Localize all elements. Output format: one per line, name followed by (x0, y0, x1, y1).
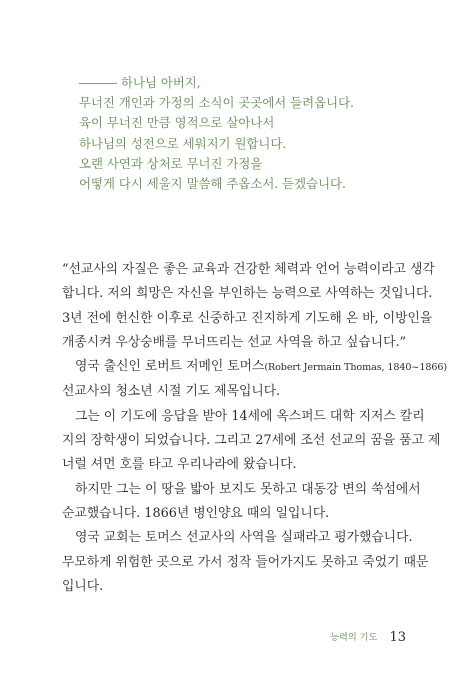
name-blank-underline (79, 83, 117, 84)
quote-line: 개종시켜 우상숭배를 무너뜨리는 선교 사역을 하고 싶습니다.” (62, 334, 407, 350)
prayer-line: 육이 무너진 만큼 영적으로 살아나서 (79, 115, 275, 131)
paragraph-line: 영국 출신인 로버트 저메인 토머스(Robert Jermain Thomas, 1840~1866) (75, 359, 448, 375)
quote-line: “선교사의 자질은 좋은 교육과 건강한 체력과 언어 능력이라고 생각 (62, 262, 435, 277)
body-text (62, 258, 448, 599)
paragraph-line: 지의 장학생이 되었습니다. 그리고 27세에 조선 선교의 꿈을 품고 제 (62, 433, 441, 449)
paragraph-line: 너럴 셔먼 호를 타고 우리나라에 왔습니다. (62, 457, 297, 473)
prayer-block (79, 73, 354, 194)
quote-line: 3년 전에 헌신한 이후로 신중하고 진지하게 기도해 온 바, 이방인을 (62, 310, 433, 326)
prayer-line: 하나님 아버지, (79, 73, 354, 93)
name-annotation: (Robert Jermain Thomas, 1840~1866) (264, 362, 448, 374)
page-number: 13 (389, 630, 406, 645)
paragraph-line: 영국 교회는 토머스 선교사의 사역을 실패라고 평가했습니다. (75, 530, 413, 546)
paragraph-line: 순교했습니다. 1866년 병인양요 때의 일입니다. (62, 505, 330, 521)
paragraph-line: 하지만 그는 이 땅을 밟아 보지도 못하고 대동강 변의 쑥섬에서 (75, 481, 421, 497)
prayer-line: 어떻게 다시 세울지 말씀해 주옵소서. 듣겠습니다. (79, 176, 346, 192)
running-title: 능력의 기도 (330, 632, 378, 643)
prayer-line: 하나님의 성전으로 세워지기 원합니다. (79, 135, 287, 151)
paragraph-line: 선교사의 청소년 시절 기도 제목입니다. (62, 384, 281, 400)
paragraph-line: 무모하게 위험한 곳으로 가서 정작 들어가지도 못하고 죽었기 때문 (62, 554, 429, 570)
prayer-line: 오랜 사연과 상처로 무너진 가정을 (79, 155, 263, 171)
paragraph-line: 그는 이 기도에 응답을 받아 14세에 옥스퍼드 대학 지저스 칼리 (75, 408, 425, 424)
prayer-line: 무너진 개인과 가정의 소식이 곳곳에서 들려옵니다. (79, 95, 354, 111)
page-footer (330, 626, 406, 645)
paragraph-line: 입니다. (62, 578, 104, 594)
quote-line: 합니다. 저의 희망은 자신을 부인하는 능력으로 사역하는 것입니다. (62, 286, 433, 302)
